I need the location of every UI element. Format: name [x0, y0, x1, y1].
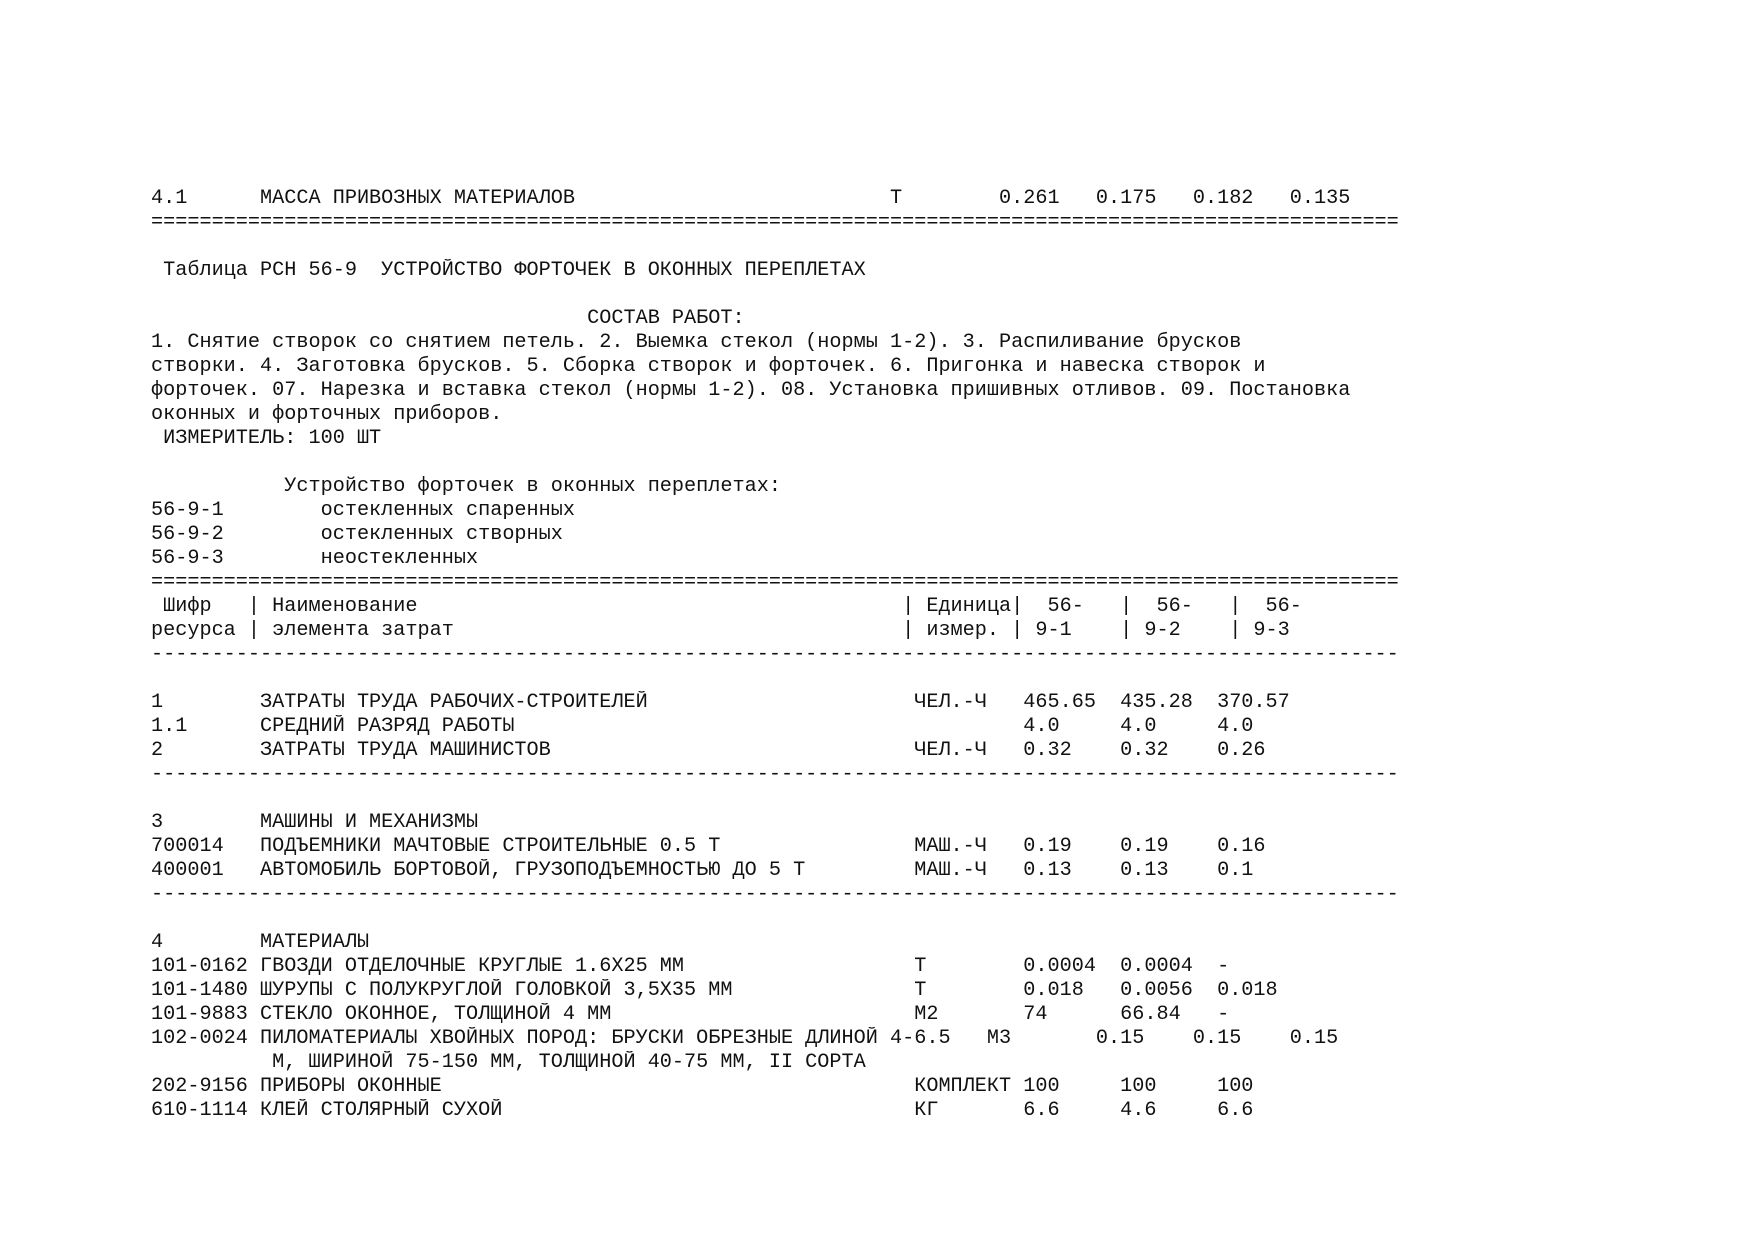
norms-heading: Устройство форточек в оконных переплетах: [151, 475, 781, 498]
double-rule: ======================================================================================================= [151, 211, 1399, 234]
table-header-row: ресурса | элемента затрат | измер. | 9-1 | 9-2 | 9-3 [151, 619, 1290, 642]
table-row: 1 ЗАТРАТЫ ТРУДА РАБОЧИХ-СТРОИТЕЛЕЙ ЧЕЛ.-Ч 465.65 435.28 370.57 [151, 691, 1290, 714]
blank-line [151, 787, 1711, 811]
table-row: 400001 АВТОМОБИЛЬ БОРТОВОЙ, ГРУЗОПОДЪЕМНОСТЬЮ ДО 5 Т МАШ.-Ч 0.13 0.13 0.1 [151, 859, 1254, 882]
work-composition-text: оконных и форточных приборов. [151, 403, 503, 426]
dashed-rule: ------------------------------------------------------------------------------------------------------- [151, 883, 1399, 906]
norm-item: 56-9-3 неостекленных [151, 547, 479, 570]
work-composition-text: 1. Снятие створок со снятием петель. 2. Выемка стекол (нормы 1-2). 3. Распиливание брусков [151, 331, 1242, 354]
dashed-rule: ------------------------------------------------------------------------------------------------------- [151, 643, 1399, 666]
section-heading: 4 МАТЕРИАЛЫ [151, 931, 370, 954]
blank-line [151, 235, 1711, 259]
norm-item: 56-9-2 остекленных створных [151, 523, 563, 546]
table-row: 102-0024 ПИЛОМАТЕРИАЛЫ ХВОЙНЫХ ПОРОД: БРУСКИ ОБРЕЗНЫЕ ДЛИНОЙ 4-6.5 М3 0.15 0.15 0.15 [151, 1027, 1339, 1050]
mass-total-row: 4.1 МАССА ПРИВОЗНЫХ МАТЕРИАЛОВ Т 0.261 0.175 0.182 0.135 [151, 187, 1351, 210]
table-row: 202-9156 ПРИБОРЫ ОКОННЫЕ КОМПЛЕКТ 100 100 100 [151, 1075, 1254, 1098]
table-row: 101-1480 ШУРУПЫ С ПОЛУКРУГЛОЙ ГОЛОВКОЙ 3,5Х35 ММ Т 0.018 0.0056 0.018 [151, 979, 1278, 1002]
blank-line [151, 283, 1711, 307]
unit-of-measure: ИЗМЕРИТЕЛЬ: 100 ШТ [151, 427, 382, 450]
norm-item: 56-9-1 остекленных спаренных [151, 499, 576, 522]
dashed-rule: ------------------------------------------------------------------------------------------------------- [151, 763, 1399, 786]
table-row: 700014 ПОДЪЕМНИКИ МАЧТОВЫЕ СТРОИТЕЛЬНЫЕ 0.5 Т МАШ.-Ч 0.19 0.19 0.16 [151, 835, 1266, 858]
double-rule: ======================================================================================================= [151, 571, 1399, 594]
section-heading: 3 МАШИНЫ И МЕХАНИЗМЫ [151, 811, 479, 834]
document-page [151, 187, 1711, 1123]
blank-line [151, 451, 1711, 475]
table-row: 2 ЗАТРАТЫ ТРУДА МАШИНИСТОВ ЧЕЛ.-Ч 0.32 0.32 0.26 [151, 739, 1266, 762]
table-row-continuation: М, ШИРИНОЙ 75-150 ММ, ТОЛЩИНОЙ 40-75 ММ, II СОРТА [151, 1051, 866, 1074]
work-composition-heading: СОСТАВ РАБОТ: [151, 307, 745, 330]
table-title: Таблица РСН 56-9 УСТРОЙСТВО ФОРТОЧЕК В ОКОННЫХ ПЕРЕПЛЕТАХ [151, 259, 866, 282]
table-header-row: Шифр | Наименование | Единица| 56- | 56- | 56- [151, 595, 1302, 618]
blank-line [151, 667, 1711, 691]
work-composition-text: форточек. 07. Нарезка и вставка стекол (нормы 1-2). 08. Установка пришивных отливов. 09. Постановка [151, 379, 1351, 402]
table-row: 610-1114 КЛЕЙ СТОЛЯРНЫЙ СУХОЙ КГ 6.6 4.6 6.6 [151, 1099, 1254, 1122]
table-row: 101-9883 СТЕКЛО ОКОННОЕ, ТОЛЩИНОЙ 4 ММ М2 74 66.84 - [151, 1003, 1230, 1026]
table-row: 101-0162 ГВОЗДИ ОТДЕЛОЧНЫЕ КРУГЛЫЕ 1.6Х25 ММ Т 0.0004 0.0004 - [151, 955, 1230, 978]
table-row: 1.1 СРЕДНИЙ РАЗРЯД РАБОТЫ 4.0 4.0 4.0 [151, 715, 1254, 738]
work-composition-text: створки. 4. Заготовка брусков. 5. Сборка створок и форточек. 6. Пригонка и навеска створок и [151, 355, 1266, 378]
blank-line [151, 907, 1711, 931]
